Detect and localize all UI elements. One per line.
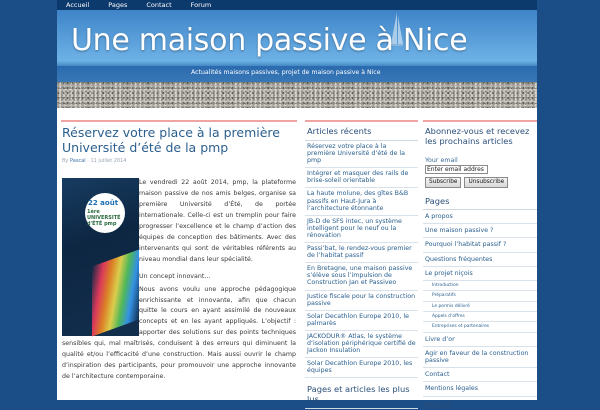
page-link[interactable]: Une maison passive ? — [423, 224, 537, 238]
meta-separator: · — [87, 158, 89, 164]
page-link[interactable]: Pourquoi l’habitat passif ? — [423, 238, 537, 252]
header-banner — [57, 10, 537, 108]
top-navigation — [57, 0, 537, 10]
subpage-link[interactable]: Le permis délivré — [423, 302, 537, 312]
recent-article-link[interactable]: Réservez votre place à la première Université d’été de la pmp — [305, 141, 418, 168]
poster-light-rays — [92, 249, 139, 336]
recent-articles-list — [305, 141, 418, 378]
post-author-link[interactable]: Pascal — [69, 158, 86, 164]
subscribe-title: Abonnez-vous et recevez les prochains articles — [425, 126, 530, 146]
poster-line-2: UNIVERSITÉ — [87, 215, 121, 221]
recent-article-link[interactable]: Intégrer et masquer des rails de brise-soleil orientable — [305, 168, 418, 188]
subpage-link[interactable]: Appels d’offres — [423, 312, 537, 322]
unsubscribe-button[interactable]: Unsubscribe — [464, 177, 508, 188]
post-title[interactable]: Réservez votre place à la première Université d’été de la pmp — [62, 125, 280, 155]
site-tagline: Actualités maisons passives, projet de maison passive à Nice — [191, 69, 381, 76]
subpage-link[interactable]: Introduction — [423, 281, 537, 291]
nav-contact[interactable]: Contact — [146, 1, 172, 9]
page-link[interactable]: Questions fréquentes — [423, 253, 537, 267]
post-paragraph-2: Un concept innovant… — [139, 272, 211, 280]
email-label: Your email — [425, 157, 458, 164]
meta-by: By — [62, 158, 69, 164]
page-link[interactable]: A propos — [423, 210, 537, 224]
pages-title: Pages — [423, 192, 537, 210]
pages-list — [423, 210, 537, 397]
poster-line-1: 1ère — [87, 209, 100, 215]
email-input[interactable] — [425, 165, 488, 174]
page-link[interactable]: Le projet niçois — [423, 267, 537, 281]
pebble-beach-image — [57, 82, 537, 108]
page-link[interactable]: Mentions légales — [423, 382, 537, 396]
site-title[interactable]: Une maison passive à Nice — [71, 23, 468, 58]
main-content — [61, 120, 297, 400]
post-meta — [61, 155, 297, 164]
recent-articles-sidebar — [305, 120, 418, 405]
right-sidebar — [423, 120, 537, 410]
recent-article-link[interactable]: La haute molune, des gîtes B&B passifs en Haut-Jura à l’architecture étonnante — [305, 188, 418, 215]
most-read-title: Pages et articles les plus lus — [305, 384, 418, 409]
nav-forum[interactable]: Forum — [190, 1, 212, 9]
recent-article-link[interactable]: JB-D de SFS intec, un système intelligent pour le neuf ou la rénovation — [305, 216, 418, 243]
page-link[interactable]: Contact — [423, 368, 537, 382]
poster-date: 22 août — [88, 199, 119, 207]
recent-article-link[interactable]: Solar Decathlon Europe 2010, les équipes — [305, 358, 418, 378]
subpage-link[interactable]: Préparatifs — [423, 291, 537, 301]
page-link[interactable]: Livre d’or — [423, 333, 537, 347]
recent-article-link[interactable]: JACKODUR® Atlas, le système d’isolation périphérique certifié de Jackon Insulation — [305, 331, 418, 358]
subpage-link[interactable]: Entreprises et partenaires — [423, 322, 537, 332]
post-date: 11 juillet 2014 — [90, 158, 127, 164]
nav-accueil[interactable]: Accueil — [66, 1, 90, 9]
post-paragraph-3: Nous avons voulu une approche pédagogique enrichissante et innovante, afin que chacun quitte le cours en ayant assimilé de nouveaux concepts et en les ayant appliqués. L’objectif : apporter des solutions sur des points techniques sensibles qui, mal maîtrisés, conduisent à des erreurs qui diminuent la qualité et/ou l’efficacité d’une construction. Mais aussi ouvrir le champ d’inspiration des participants, pour promouvoir une approche innovante de l’architecture contemporaine. — [62, 285, 296, 381]
recent-article-link[interactable]: En Bretagne, une maison passive s’élève sous l’impulsion de Construction Jan et Passiveo — [305, 263, 418, 290]
recent-article-link[interactable]: Passi’bat, le rendez-vous premier de l’habitat passif — [305, 243, 418, 263]
page-link[interactable]: Agir en faveur de la construction passive — [423, 347, 537, 368]
nav-pages[interactable]: Pages — [108, 1, 128, 9]
recent-article-link[interactable]: Solar Decathlon Europe 2010, le palmarès — [305, 311, 418, 331]
event-poster-image[interactable] — [62, 178, 139, 336]
poster-line-3: d'ÉTÉ pmp — [87, 221, 117, 227]
page — [57, 0, 537, 410]
post-body — [61, 164, 297, 383]
recent-articles-title: Articles récents — [305, 122, 418, 141]
poster-heading — [87, 209, 121, 227]
recent-article-link[interactable]: Justice fiscale pour la construction passive — [305, 291, 418, 311]
subscribe-button[interactable]: Subscribe — [425, 177, 461, 188]
meteo-title: Météo — [425, 399, 451, 410]
post-paragraph-1: Le vendredi 22 août 2014, pmp, la plateforme maison passive de nos amis belges, organise sa première Université d’Été, de portée internationale. Celle-ci est un tremplin pour faire progresser l’excellence et le champ d’action des équipes de conception des bâtiments. Avec des intervenants qui sont de véritables référents au niveau mondial dans leur spécialité. — [139, 179, 296, 263]
